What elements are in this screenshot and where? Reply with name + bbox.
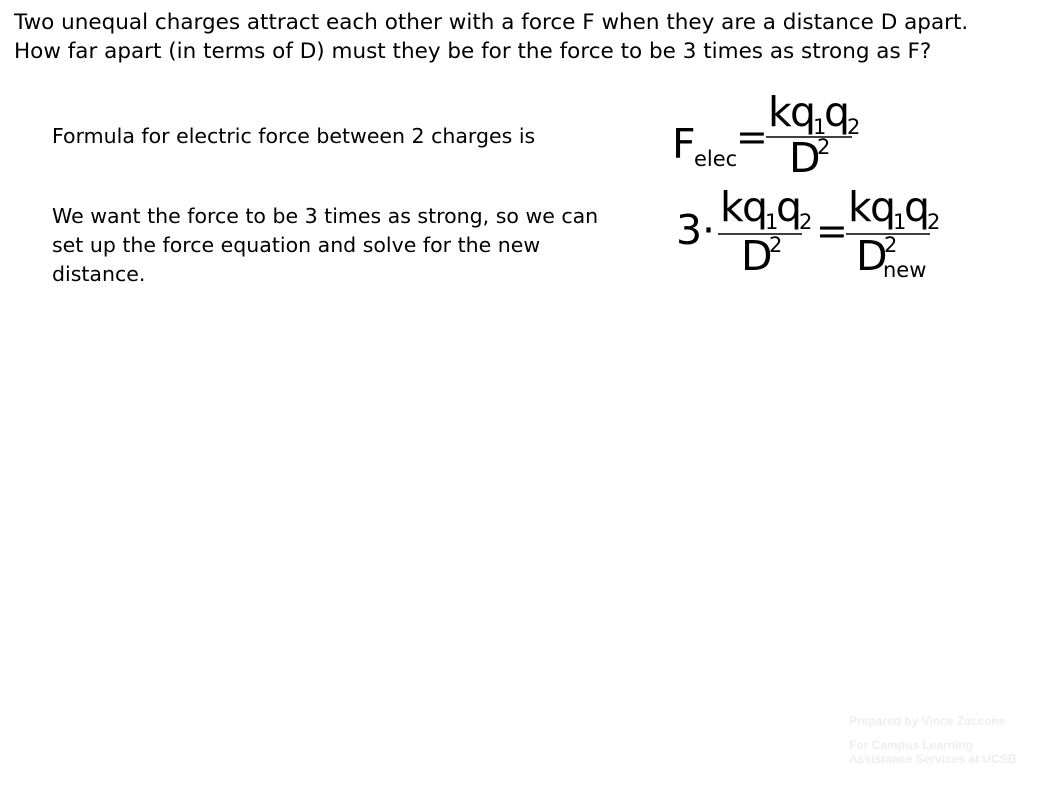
step-2-text: We want the force to be 3 times as strong, so we can set up the force equation and solve for the new distance.: [52, 204, 599, 286]
formula-num-q2: q: [824, 88, 851, 136]
equation-right-den-d: D: [856, 232, 888, 280]
equation-right-den-sub: new: [883, 258, 927, 282]
equation-right-num-q1-sub: 1: [893, 210, 907, 234]
step-1-text: Formula for electric force between 2 charges is: [52, 124, 536, 148]
formula-den-sup: 2: [817, 135, 831, 159]
equation-equals: =: [816, 209, 848, 253]
formula-num-q1-sub: 1: [813, 115, 827, 139]
equation-left-num-q2-sub: 2: [799, 210, 813, 234]
equation-factor: 3: [676, 206, 703, 254]
credit-for: [849, 738, 1016, 766]
formula-num-q1: q: [790, 88, 817, 136]
formula-equals: =: [736, 115, 768, 159]
formula-den-d: D: [789, 134, 821, 182]
equation-right-den-sup: 2: [884, 233, 898, 257]
question-text: Two unequal charges attract each other with a force F when they are a distance D apart. How far apart (in terms of D) must they be for the force to be 3 times as strong as F?: [14, 10, 969, 64]
equation-left-den-sup: 2: [769, 233, 783, 257]
equation-left-num-k: k: [720, 183, 744, 231]
force-setup-equation: [676, 183, 941, 284]
equation-right-num-q1: q: [870, 183, 897, 231]
formula-num-k: k: [768, 88, 792, 136]
credit-for-line-1: For Campus Learning: [849, 738, 974, 752]
equation-right-num-q2-sub: 2: [927, 210, 941, 234]
equation-right-num-q2: q: [904, 183, 931, 231]
electric-force-formula: [672, 88, 862, 182]
credit-for-line-2: Assistance Services at UCSB: [849, 752, 1017, 766]
formula-num-q2-sub: 2: [847, 115, 861, 139]
credit-prepared-by: Prepared by Vince Zaccone: [849, 714, 1006, 728]
equation-dot: ·: [702, 206, 716, 254]
equation-left-num-q1: q: [742, 183, 769, 231]
equation-right-num-k: k: [848, 183, 872, 231]
formula-f-subscript: elec: [694, 147, 738, 171]
equation-left-num-q2: q: [776, 183, 803, 231]
formula-f: F: [672, 120, 696, 168]
equation-left-den-d: D: [741, 232, 773, 280]
equation-left-num-q1-sub: 1: [765, 210, 779, 234]
